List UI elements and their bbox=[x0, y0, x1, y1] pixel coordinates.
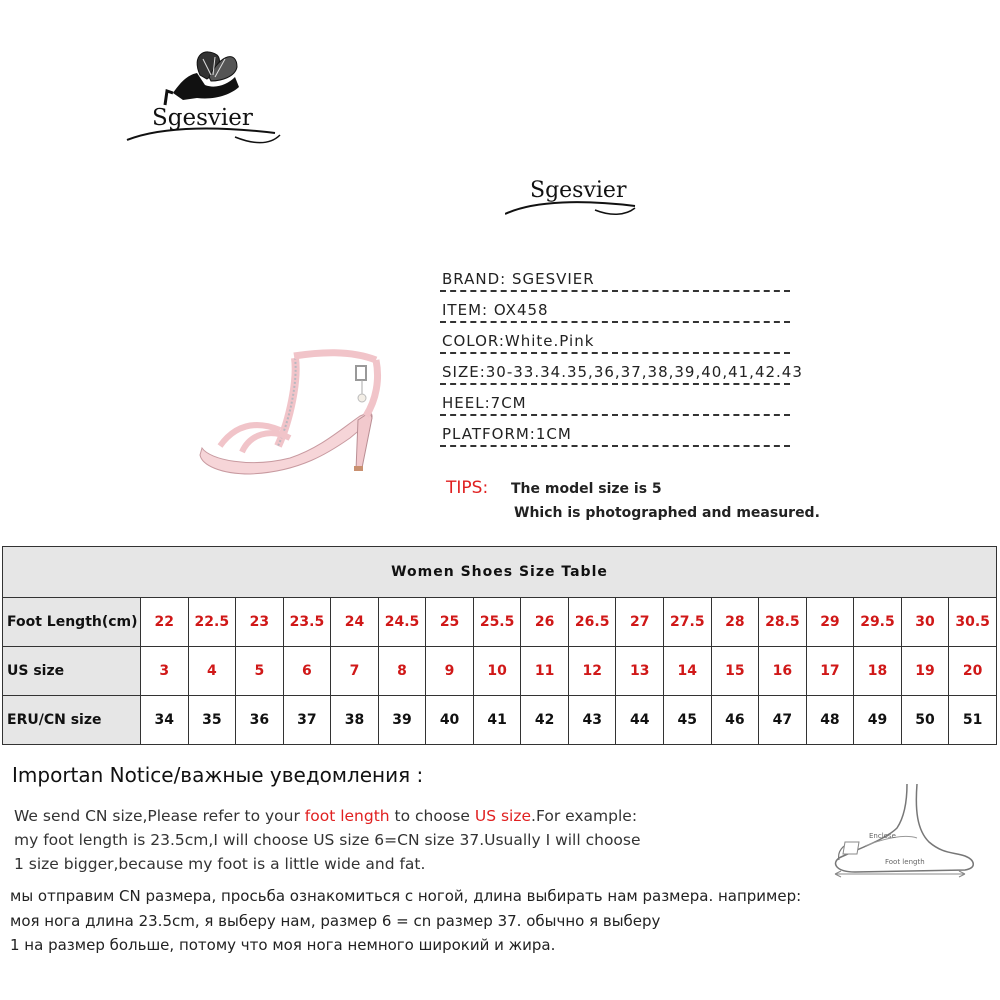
foot-length-highlight: foot length bbox=[304, 807, 390, 825]
table-cell: 39 bbox=[378, 696, 426, 745]
size-table bbox=[2, 546, 997, 745]
table-cell: 13 bbox=[616, 647, 664, 696]
table-cell: 38 bbox=[331, 696, 379, 745]
table-cell: 27.5 bbox=[664, 598, 712, 647]
tips-line-2: Which is photographed and measured. bbox=[514, 505, 820, 521]
spec-heel: HEEL:7CM bbox=[440, 392, 820, 423]
table-cell: 19 bbox=[901, 647, 949, 696]
spec-color: COLOR:White.Pink bbox=[440, 330, 820, 361]
diagram-enclose-label: Enclose bbox=[869, 832, 896, 840]
table-cell: 5 bbox=[236, 647, 284, 696]
table-cell: 34 bbox=[141, 696, 189, 745]
table-cell: 22.5 bbox=[188, 598, 236, 647]
brand-logo-secondary bbox=[505, 170, 645, 220]
table-cell: 47 bbox=[759, 696, 807, 745]
sandal-product-image bbox=[190, 320, 420, 490]
logo-brand-text: Sgesvier bbox=[530, 178, 627, 203]
table-cell: 40 bbox=[426, 696, 474, 745]
table-cell: 50 bbox=[901, 696, 949, 745]
table-cell: 46 bbox=[711, 696, 759, 745]
table-cell: 36 bbox=[236, 696, 284, 745]
notice-title: Importan Notice/важные уведомления : bbox=[12, 763, 424, 787]
notice-en-line-1: We send CN size,Please refer to your foot length to choose US size.For example: bbox=[14, 807, 638, 825]
spec-item: ITEM: OX458 bbox=[440, 299, 820, 330]
table-cell: 37 bbox=[283, 696, 331, 745]
product-specs bbox=[440, 268, 820, 454]
table-cell: 25 bbox=[426, 598, 474, 647]
table-cell: 27 bbox=[616, 598, 664, 647]
table-cell: 18 bbox=[854, 647, 902, 696]
table-cell: 12 bbox=[568, 647, 616, 696]
table-cell: 22 bbox=[141, 598, 189, 647]
table-cell: 28.5 bbox=[759, 598, 807, 647]
table-cell: 30 bbox=[901, 598, 949, 647]
table-cell: 49 bbox=[854, 696, 902, 745]
row-label: Foot Length(cm) bbox=[3, 598, 141, 647]
table-cell: 9 bbox=[426, 647, 474, 696]
notice-english bbox=[14, 804, 804, 876]
table-cell: 42 bbox=[521, 696, 569, 745]
table-cell: 28 bbox=[711, 598, 759, 647]
table-cell: 24.5 bbox=[378, 598, 426, 647]
table-cell: 26 bbox=[521, 598, 569, 647]
notice-ru-line-1: мы отправим CN размера, просьба ознакомиться с ногой, длина выбирать нам размера. например: bbox=[10, 887, 802, 905]
spec-size: SIZE:30-33.34.35,36,37,38,39,40,41,42.43 bbox=[440, 361, 820, 392]
table-cell: 35 bbox=[188, 696, 236, 745]
table-cell: 23.5 bbox=[283, 598, 331, 647]
tips-label: TIPS: bbox=[446, 478, 489, 498]
table-cell: 3 bbox=[141, 647, 189, 696]
table-cell: 8 bbox=[378, 647, 426, 696]
table-cell: 6 bbox=[283, 647, 331, 696]
us-size-highlight: US size bbox=[474, 807, 532, 825]
table-cell: 20 bbox=[949, 647, 997, 696]
row-label: ERU/CN size bbox=[3, 696, 141, 745]
table-cell: 10 bbox=[473, 647, 521, 696]
table-cell: 16 bbox=[759, 647, 807, 696]
table-cell: 48 bbox=[806, 696, 854, 745]
tips-line-1: The model size is 5 bbox=[511, 481, 662, 497]
table-cell: 29.5 bbox=[854, 598, 902, 647]
table-cell: 43 bbox=[568, 696, 616, 745]
table-cell: 25.5 bbox=[473, 598, 521, 647]
us-size-row bbox=[3, 647, 997, 696]
notice-en-line-2: my foot length is 23.5cm,I will choose US size 6=CN size 37.Usually I will choose bbox=[14, 831, 641, 849]
brand-logo-main bbox=[125, 45, 285, 155]
table-cell: 4 bbox=[188, 647, 236, 696]
row-label: US size bbox=[3, 647, 141, 696]
logo-brand-text: Sgesvier bbox=[152, 105, 253, 131]
butterfly-shoe-icon bbox=[125, 45, 285, 155]
table-cell: 15 bbox=[711, 647, 759, 696]
cn-size-row bbox=[3, 696, 997, 745]
notice-russian bbox=[10, 884, 970, 958]
table-cell: 45 bbox=[664, 696, 712, 745]
table-cell: 30.5 bbox=[949, 598, 997, 647]
table-cell: 7 bbox=[331, 647, 379, 696]
tips-block bbox=[446, 478, 820, 521]
table-cell: 44 bbox=[616, 696, 664, 745]
notice-en-line-3: 1 size bigger,because my foot is a little wide and fat. bbox=[14, 855, 426, 873]
size-table-title: Women Shoes Size Table bbox=[3, 547, 997, 598]
foot-length-row bbox=[3, 598, 997, 647]
foot-measure-diagram bbox=[825, 780, 985, 880]
table-cell: 41 bbox=[473, 696, 521, 745]
spec-platform: PLATFORM:1CM bbox=[440, 423, 820, 454]
table-cell: 14 bbox=[664, 647, 712, 696]
table-cell: 11 bbox=[521, 647, 569, 696]
table-cell: 24 bbox=[331, 598, 379, 647]
table-cell: 17 bbox=[806, 647, 854, 696]
notice-ru-line-2: моя нога длина 23.5cm, я выберу нам, размер 6 = cn размер 37. обычно я выберу bbox=[10, 911, 661, 930]
diagram-foot-length-label: Foot length bbox=[885, 858, 925, 866]
table-cell: 26.5 bbox=[568, 598, 616, 647]
table-cell: 29 bbox=[806, 598, 854, 647]
table-cell: 23 bbox=[236, 598, 284, 647]
notice-ru-line-3: 1 на размер больше, потому что моя нога немного широкий и жира. bbox=[10, 936, 556, 954]
table-cell: 51 bbox=[949, 696, 997, 745]
spec-brand: BRAND: SGESVIER bbox=[440, 268, 820, 299]
